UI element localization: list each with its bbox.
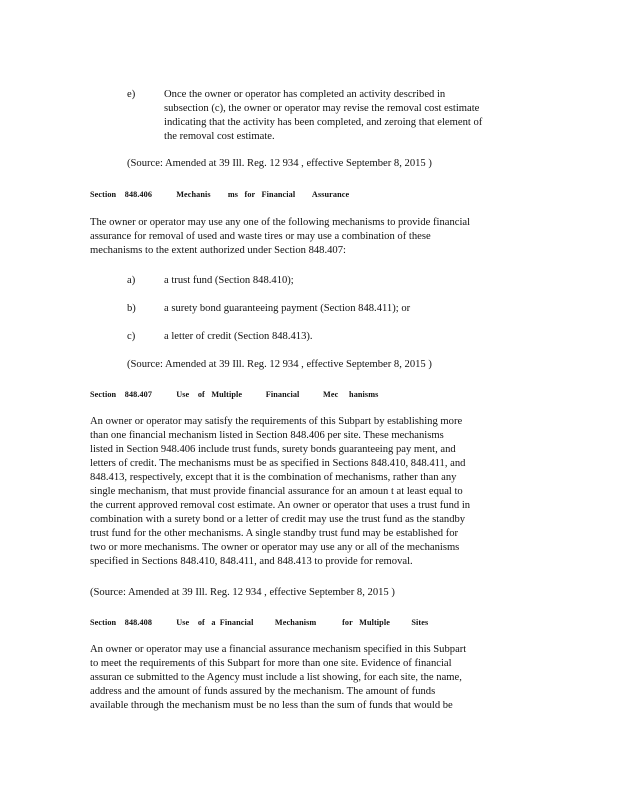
list-marker: a) <box>127 275 136 286</box>
section-title: Use of Multiple Financial Mec hanisms <box>176 390 379 399</box>
list-item-text: a surety bond guaranteeing payment (Section 848.411); or <box>164 303 411 314</box>
section-number: Section 848.407 <box>90 390 153 399</box>
item-e-line: Once the owner or operator has completed an activity described in <box>164 89 446 100</box>
paragraph-line: available through the mechanism must be no less than the sum of funds that would be <box>90 700 453 711</box>
item-e-text <box>164 88 482 144</box>
section-number: Section 848.406 <box>90 190 153 199</box>
list-marker: c) <box>127 331 136 342</box>
item-e-line: indicating that the activity has been completed, and zeroing that element of <box>164 117 483 128</box>
source-note: (Source: Amended at 39 Ill. Reg. 12 934 , effective September 8, 2015 ) <box>127 359 432 370</box>
paragraph-line: the current approved removal cost estimate. An owner or operator that uses a trust fund in <box>90 500 471 511</box>
section-title: Use of a Financial Mechanism for Multiple Sites <box>176 618 429 627</box>
section-paragraph <box>90 216 470 258</box>
list-item-text: a letter of credit (Section 848.413). <box>164 331 313 342</box>
paragraph-line: assuran ce submitted to the Agency must include a list showing, for each site, the name, <box>90 672 462 683</box>
paragraph-line: single mechanism, that must provide financial assurance for an amoun t at least equal to <box>90 486 463 497</box>
paragraph-line: specified in Sections 848.410, 848.411, and 848.413 to provide for removal. <box>90 556 413 567</box>
paragraph-line: listed in Section 948.406 include trust funds, surety bonds guaranteeing pay ment, and <box>90 444 456 455</box>
item-e-line: subsection (c), the owner or operator may revise the removal cost estimate <box>164 103 480 114</box>
paragraph-line: trust fund for the other mechanisms. A single standby trust fund may be established for <box>90 528 459 539</box>
paragraph-line: to meet the requirements of this Subpart for more than one site. Evidence of financial <box>90 658 452 669</box>
paragraph-line: assurance for removal of used and waste tires or may use a combination of these <box>90 231 431 242</box>
paragraph-line: The owner or operator may use any one of the following mechanisms to provide financial <box>90 217 471 228</box>
list-item-text: a trust fund (Section 848.410); <box>164 275 294 286</box>
section-paragraph <box>90 643 466 713</box>
paragraph-line: An owner or operator may use a financial assurance mechanism specified in this Subpart <box>90 644 467 655</box>
paragraph-line: 848.413, respectively, except that it is the combination of mechanisms, rather than any <box>90 472 457 483</box>
section-heading <box>90 190 349 199</box>
paragraph-line: than one financial mechanism listed in Section 848.406 per site. These mechanisms <box>90 430 444 441</box>
paragraph-line: two or more mechanisms. The owner or operator may use any or all of the mechanisms <box>90 542 460 553</box>
source-note: (Source: Amended at 39 Ill. Reg. 12 934 , effective September 8, 2015 ) <box>127 158 432 169</box>
section-paragraph <box>90 415 470 569</box>
section-heading <box>90 390 378 399</box>
paragraph-line: mechanisms to the extent authorized under Section 848.407: <box>90 245 346 256</box>
source-note: (Source: Amended at 39 Ill. Reg. 12 934 , effective September 8, 2015 ) <box>90 587 395 598</box>
item-e-marker: e) <box>127 89 136 100</box>
section-number: Section 848.408 <box>90 618 153 627</box>
paragraph-line: address and the amount of funds assured by the mechanism. The amount of funds <box>90 686 436 697</box>
paragraph-line: combination with a surety bond or a letter of credit may use the trust fund as the standby <box>90 514 466 525</box>
paragraph-line: An owner or operator may satisfy the requirements of this Subpart by establishing more <box>90 416 463 427</box>
section-heading <box>90 618 428 627</box>
item-e-line: the removal cost estimate. <box>164 131 275 142</box>
section-title: Mechanis ms for Financial Assurance <box>176 190 350 199</box>
list-marker: b) <box>127 303 136 314</box>
paragraph-line: letters of credit. The mechanisms must be as specified in Sections 848.410, 848.411, and <box>90 458 466 469</box>
